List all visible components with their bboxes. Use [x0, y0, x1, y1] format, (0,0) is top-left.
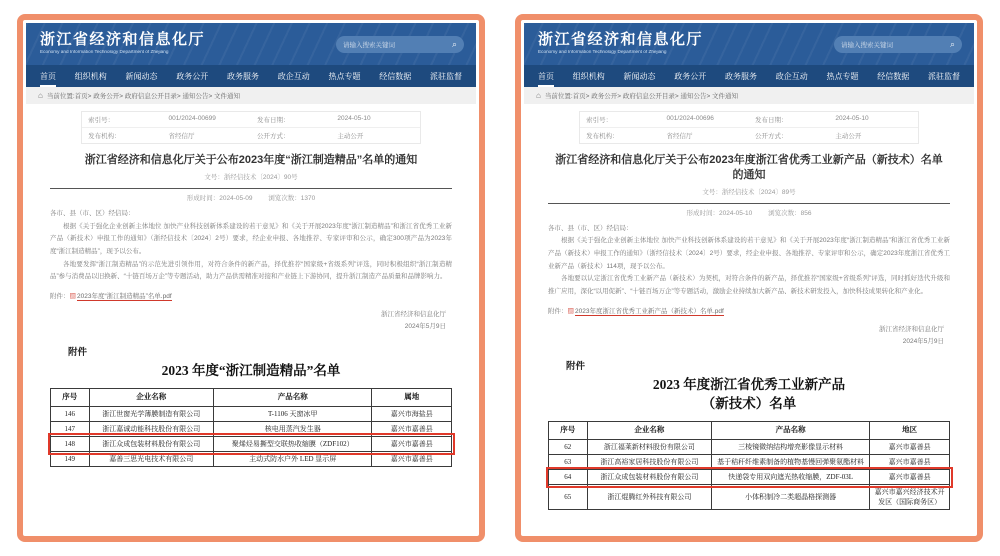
table-row	[51, 452, 452, 467]
nav-data[interactable]: 经信数据	[877, 71, 910, 81]
cell-product: T-1106 天窗冰甲	[214, 406, 372, 421]
signer-org: 浙江省经济和信息化厅	[879, 325, 944, 333]
search-box[interactable]	[336, 36, 464, 53]
meta-date-label: 发布日期：	[749, 112, 829, 128]
sign-date: 2024年5月9日	[902, 338, 944, 346]
signature-block	[50, 309, 452, 334]
nav-gov-info[interactable]: 政务公开	[176, 71, 209, 81]
cell-company: 浙江众成包装材料股份有限公司	[587, 470, 712, 485]
col-company: 企业名称	[89, 388, 213, 406]
cell-region: 嘉兴市嘉善县	[870, 470, 950, 485]
search-placeholder: 请输入搜索关键词	[841, 41, 893, 49]
cell-region: 嘉兴市嘉兴经济技术开发区（国际商务区）	[870, 485, 950, 510]
col-product: 产品名称	[712, 421, 870, 439]
cell-seq: 148	[51, 436, 90, 451]
right-screenshot-frame	[515, 14, 983, 542]
cell-seq: 147	[51, 421, 90, 436]
table-row-highlighted	[549, 470, 950, 485]
table-row	[51, 406, 452, 421]
paragraph-1: 根据《关于强化企业创新主体地位 加快产业科技创新体系建设的若干意见》和《关于开展2023年度“浙江制造精品”和浙江省优秀工业新产品（新技术）申报工作的通知》（浙经信技术〔2024〕2号）要求，经企业申报、各地推荐、专家评审和公示，确定300项产品为2023年度“浙江制造精品”，现予以公布。	[50, 222, 452, 255]
nav-gov-info[interactable]: 政务公开	[674, 71, 707, 81]
search-placeholder: 请输入搜索关键词	[343, 41, 395, 49]
cell-region: 嘉兴市嘉善县	[372, 452, 452, 467]
left-doc-meta	[81, 111, 421, 144]
meta-index-label: 索引号：	[580, 112, 660, 128]
right-article	[524, 104, 974, 533]
col-company: 企业名称	[587, 421, 712, 439]
annex-label: 附件	[566, 362, 586, 373]
nav-supervision[interactable]: 派驻监督	[430, 71, 462, 81]
table-header-row	[549, 421, 950, 439]
left-screenshot-frame	[17, 14, 485, 542]
page-title: 浙江省经济和信息化厅关于公布2023年度“浙江制造精品”名单的通知	[84, 154, 418, 166]
breadcrumb-text[interactable]: 当前位置:首页> 政务公开> 政府信息公开目录> 通知公告> 文件通知	[46, 93, 241, 100]
nav-interaction[interactable]: 政企互动	[775, 71, 808, 81]
annex-title-line2: （新技术）名单	[701, 395, 797, 411]
table-header-row	[51, 388, 452, 406]
cell-product: 主动式防水户外 LED 显示屏	[214, 452, 372, 467]
search-icon[interactable]: ⌕	[949, 38, 955, 49]
cell-region: 嘉兴市海盐县	[372, 406, 452, 421]
divider	[548, 203, 950, 204]
meta-mode-label: 公开方式：	[754, 133, 788, 140]
cell-region: 嘉兴市嘉善县	[870, 439, 950, 454]
paragraph-1: 根据《关于强化企业创新主体地位 加快产业科技创新体系建设的若干意见》和《关于开展2023年度“浙江制造精品”和浙江省优秀工业新产品（新技术）申报工作的通知》（浙经信技术〔2024〕2号）要求，经企业申报、各地推荐、专家评审和公示，确定2023年度浙江省优秀工业新产品（新技术）114项，现予以公布。	[548, 237, 950, 270]
cell-company: 浙江高裕家居科技股份有限公司	[587, 454, 712, 469]
table-row	[549, 485, 950, 510]
left-site-logo	[40, 32, 205, 56]
nav-news[interactable]: 新闻动态	[623, 71, 656, 81]
cell-company: 浙江焜腾红外科技有限公司	[587, 485, 712, 510]
salutation: 各市、县（市、区）经信局：	[548, 224, 633, 232]
signer-org: 浙江省经济和信息化厅	[381, 310, 446, 318]
left-webpage	[26, 23, 476, 533]
nav-data[interactable]: 经信数据	[379, 71, 412, 81]
breadcrumb	[524, 87, 974, 104]
right-site-logo	[538, 32, 703, 56]
col-region: 地区	[870, 421, 950, 439]
nav-topics[interactable]: 热点专题	[826, 71, 859, 81]
right-site-header	[524, 23, 974, 65]
breadcrumb-text[interactable]: 当前位置:首页> 政务公开> 政府信息公开目录> 通知公告> 文件通知	[544, 93, 739, 100]
meta-date-value: 2024-05-10	[331, 112, 419, 128]
left-article	[26, 104, 476, 533]
doc-stats	[548, 208, 950, 217]
meta-org-value: 省经信厅	[666, 133, 693, 140]
left-main-nav	[26, 65, 476, 87]
nav-gov-service[interactable]: 政务服务	[227, 71, 259, 81]
doc-stats	[50, 193, 452, 202]
home-icon: ⌂	[536, 90, 541, 100]
cell-company: 浙江嘉诚动能科技股份有限公司	[89, 421, 213, 436]
home-icon: ⌂	[38, 90, 43, 100]
nav-news[interactable]: 新闻动态	[125, 71, 158, 81]
right-webpage	[524, 23, 974, 533]
attachment-link[interactable]: 2023年度“浙江制造精品”名单.pdf	[77, 292, 172, 300]
meta-org-value: 省经信厅	[168, 133, 195, 140]
cell-seq: 65	[549, 485, 588, 510]
site-subtitle: Economy and Information Technology Department of Zhejiang	[40, 49, 169, 55]
site-subtitle: Economy and Information Technology Department of Zhejiang	[538, 49, 667, 55]
annex-title	[50, 362, 452, 380]
meta-mode-value: 主动公开	[337, 133, 364, 140]
cell-seq: 146	[51, 406, 90, 421]
nav-organization[interactable]: 组织机构	[572, 71, 605, 81]
left-site-header	[26, 23, 476, 65]
doc-number: 文号：浙经信技术〔2024〕89号	[702, 188, 796, 196]
meta-date-value: 2024-05-10	[829, 112, 917, 128]
meta-index-value: 001/2024-00699	[163, 112, 251, 128]
paragraph-2: 各地要以认定浙江省优秀工业新产品（新技术）为契机，对符合条件的新产品，择优推荐“国家级+省级系列”评选，同时抓好迭代升级和推广应用，深化“以用促新”、“十链百场万企”等专题活动，激励企业持续加大新产品、新技术研发投入，加快科技成果转化和产业化。	[548, 275, 950, 296]
nav-supervision[interactable]: 派驻监督	[928, 71, 960, 81]
created-time: 形成时间：2024-05-09	[186, 194, 253, 202]
cell-company: 浙江众成包装材料股份有限公司	[89, 436, 213, 451]
cell-company: 嘉善三思光电技术有限公司	[89, 452, 213, 467]
cell-product: 小体积制冷二类超晶格探测器	[712, 485, 870, 510]
divider	[50, 188, 452, 189]
table-row-highlighted	[51, 436, 452, 451]
cell-product: 核电用蒸汽发生器	[214, 421, 372, 436]
cell-company: 浙江福莱新材料股份有限公司	[587, 439, 712, 454]
view-count: 浏览次数：1370	[268, 194, 316, 202]
cell-company: 浙江世窗光学薄膜制造有限公司	[89, 406, 213, 421]
site-title: 浙江省经济和信息化厅	[538, 31, 704, 49]
annex-table	[50, 388, 452, 467]
table-row	[549, 454, 950, 469]
nav-topics[interactable]: 热点专题	[328, 71, 361, 81]
paragraph-2: 各地要发挥“浙江制造精品”的示范先进引领作用，对符合条件的新产品，择优推荐“国家级+省级系列”评选，同时积极组织“浙江制造精品”参与消费品以旧换新、“十链百场万企”等专题活动，助力产品供需精准对接和产业链上下游协同，提升浙江制造产品质量和品牌影响力。	[50, 260, 452, 281]
search-icon[interactable]: ⌕	[451, 38, 457, 49]
meta-org-label: 发布机构：	[88, 133, 121, 140]
col-seq: 序号	[549, 421, 588, 439]
notice-body	[50, 208, 452, 284]
sign-date: 2024年5月9日	[404, 323, 446, 331]
annex-title-line1: 2023 年度浙江省优秀工业新产品	[652, 377, 846, 393]
pdf-icon: ▨	[69, 292, 76, 300]
nav-home[interactable]: 首页	[538, 65, 554, 87]
right-main-nav	[524, 65, 974, 87]
table-row	[51, 421, 452, 436]
col-seq: 序号	[51, 388, 90, 406]
attachment-label: 附件：	[50, 292, 70, 300]
page-title: 浙江省经济和信息化厅关于公布2023年度浙江省优秀工业新产品（新技术）名单的通知	[555, 154, 943, 181]
annex-label: 附件	[68, 347, 88, 358]
cell-product: 基于秸秆纤维素制备的植物基慢回弹聚氨酯材料	[712, 454, 870, 469]
view-count: 浏览次数：856	[768, 209, 812, 217]
search-box[interactable]	[834, 36, 962, 53]
annex-table	[548, 421, 950, 511]
created-time: 形成时间：2024-05-10	[686, 209, 753, 217]
attachment-label: 附件：	[548, 307, 568, 315]
breadcrumb	[26, 87, 476, 104]
cell-product: 三棱镜微纳结构增亮影像显示材料	[712, 439, 870, 454]
nav-interaction[interactable]: 政企互动	[277, 71, 310, 81]
nav-home[interactable]: 首页	[40, 65, 56, 87]
cell-seq: 64	[549, 470, 588, 485]
right-doc-meta	[579, 111, 919, 144]
cell-region: 嘉兴市嘉善县	[372, 436, 452, 451]
attachment-line	[548, 306, 950, 315]
meta-date-label: 发布日期：	[251, 112, 331, 128]
annex-title	[548, 376, 950, 412]
cell-seq: 62	[549, 439, 588, 454]
cell-region: 嘉兴市嘉善县	[870, 454, 950, 469]
meta-org-label: 发布机构：	[586, 133, 619, 140]
pdf-icon: ▨	[567, 307, 574, 315]
nav-gov-service[interactable]: 政务服务	[725, 71, 757, 81]
cell-product: 快递袋专用双向遮光热收缩膜，ZDF-03L	[712, 470, 870, 485]
site-title: 浙江省经济和信息化厅	[40, 31, 206, 49]
meta-mode-label: 公开方式：	[256, 133, 290, 140]
cell-seq: 149	[51, 452, 90, 467]
meta-index-label: 索引号：	[82, 112, 162, 128]
col-region: 属地	[372, 388, 452, 406]
cell-product: 聚烯烃易撕型交联热收缩膜（ZDF102）	[214, 436, 372, 451]
col-product: 产品名称	[214, 388, 372, 406]
attachment-line	[50, 291, 452, 300]
salutation: 各市、县（市、区）经信局：	[50, 209, 135, 217]
meta-index-value: 001/2024-00696	[661, 112, 749, 128]
notice-body	[548, 223, 950, 299]
cell-region: 嘉兴市嘉善县	[372, 421, 452, 436]
cell-seq: 63	[549, 454, 588, 469]
table-row	[549, 439, 950, 454]
nav-organization[interactable]: 组织机构	[74, 71, 107, 81]
signature-block	[548, 324, 950, 349]
meta-mode-value: 主动公开	[835, 133, 862, 140]
attachment-link[interactable]: 2023年度浙江省优秀工业新产品（新技术）名单.pdf	[575, 307, 724, 315]
annex-title-line1: 2023 年度“浙江制造精品”名单	[161, 362, 341, 378]
doc-number: 文号：浙经信技术〔2024〕90号	[204, 173, 298, 181]
